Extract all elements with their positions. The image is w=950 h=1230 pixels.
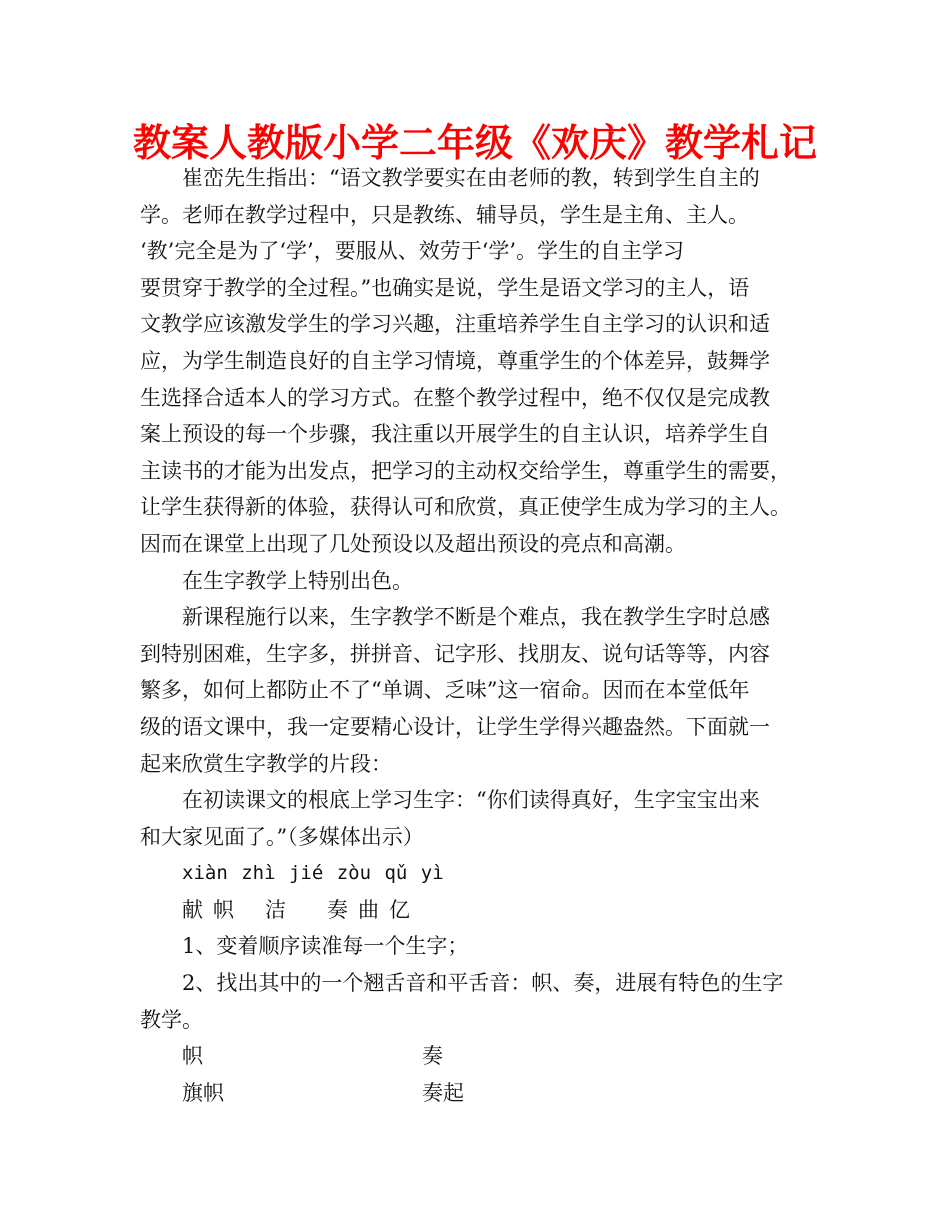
document-title: 教案人教版小学二年级《欢庆》教学札记 [132, 121, 817, 165]
document-body [140, 160, 830, 1111]
compare-left: 帜 [182, 1044, 203, 1069]
compare-row [140, 1075, 830, 1112]
character-list [140, 892, 830, 929]
paragraph-line: 崔峦先生指出：“语文教学要实在由老师的教，转到学生自主的 [182, 166, 760, 190]
paragraph-line: 和大家见面了。”（多媒体出示） [140, 824, 424, 849]
paragraph-line: 要贯穿于教学的全过程。”也确实是说，学生是语文学习的主人，语 [140, 275, 750, 300]
character: 洁 [265, 897, 286, 922]
paragraph-line: 让学生获得新的体验，获得认可和欣赏，真正使学生成为学习的主人。 [140, 495, 791, 520]
paragraph-line: 到特别困难，生字多，拼拼音、记字形、找朋友、说句话等等，内容 [140, 641, 770, 666]
paragraph-line: 在初读课文的根底上学习生字：“你们读得真好，生字宝宝出来 [182, 788, 760, 813]
paragraph-line: ‘教’完全是为了‘学’，要服从、效劳于‘学’。学生的自主学习 [140, 239, 685, 264]
paragraph-line: 学。老师在教学过程中，只是教练、辅导员，学生是主角、主人。 [140, 202, 749, 227]
step-line: 教学。 [140, 1007, 203, 1032]
character: 亿 [389, 897, 410, 922]
paragraph-line: 级的语文课中，我一定要精心设计，让学生学得兴趣盎然。下面就一 [140, 714, 770, 739]
compare-right: 奏起 [422, 1080, 464, 1105]
step-line: 1、变着顺序读准每一个生字； [182, 934, 469, 959]
paragraph-line: 案上预设的每一个步骤，我注重以开展学生的自主认识，培养学生自 [140, 422, 770, 447]
pinyin-line: xiàn zhì jié zòu qǔ yì [182, 862, 444, 885]
character: 曲 [358, 897, 379, 922]
character: 帜 [213, 897, 234, 922]
paragraph-line: 在生字教学上特别出色。 [182, 568, 413, 593]
step-line: 2、找出其中的一个翘舌音和平舌音：帜、奏，进展有特色的生字 [182, 971, 784, 996]
paragraph-line: 应，为学生制造良好的自主学习情境，尊重学生的个体差异，鼓舞学 [140, 348, 770, 373]
paragraph-line: 因而在课堂上出现了几处预设以及超出预设的亮点和高潮。 [140, 531, 686, 556]
paragraph-line: 起来欣赏生字教学的片段： [140, 751, 392, 776]
paragraph-line: 繁多，如何上都防止不了“单调、乏味”这一宿命。因而在本堂低年 [140, 678, 750, 703]
paragraph-line: 文教学应该激发学生的学习兴趣，注重培养学生自主学习的认识和适 [140, 312, 770, 337]
paragraph-line: 主读书的才能为出发点，把学习的主动权交给学生，尊重学生的需要， [140, 458, 791, 483]
compare-left: 旗帜 [182, 1080, 224, 1105]
paragraph-line: 生选择合适本人的学习方式。在整个教学过程中，绝不仅仅是完成教 [140, 385, 770, 410]
compare-row [140, 1038, 830, 1075]
compare-right: 奏 [422, 1044, 443, 1069]
character: 奏 [327, 897, 348, 922]
character: 献 [182, 897, 203, 922]
paragraph-line: 新课程施行以来，生字教学不断是个难点，我在教学生字时总感 [182, 605, 770, 630]
